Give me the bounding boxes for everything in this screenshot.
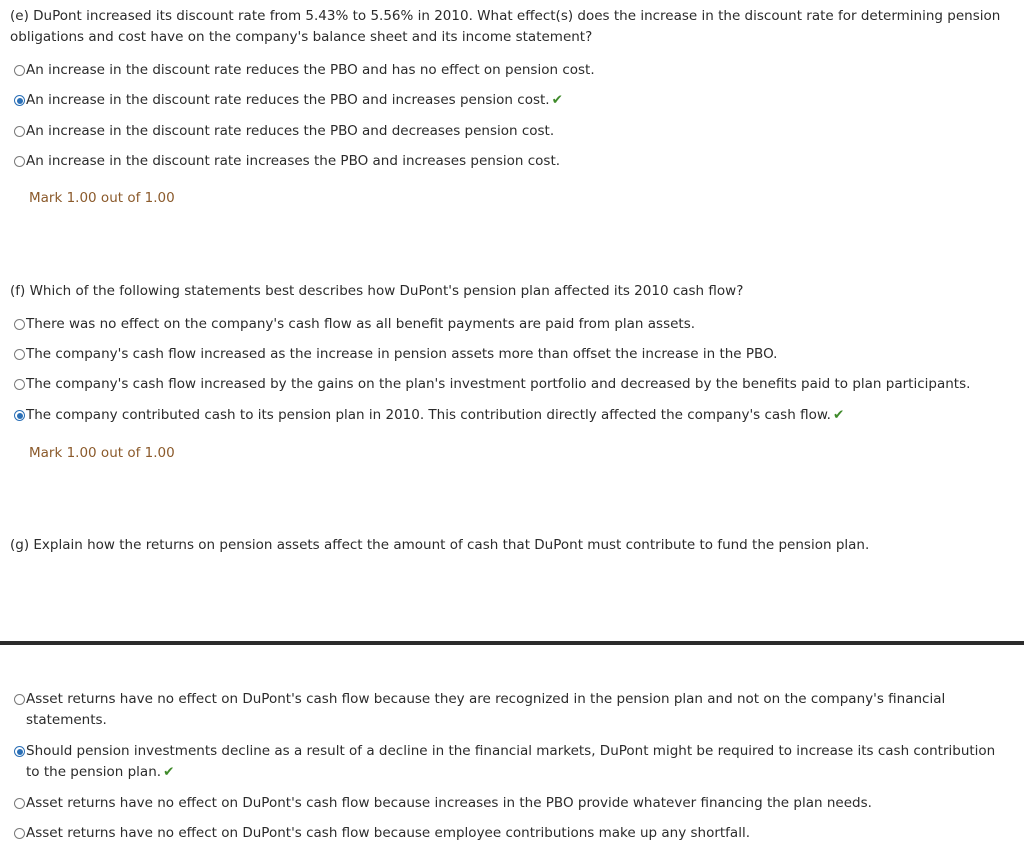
- radio-button-icon[interactable]: [14, 65, 25, 76]
- question-e: (e) DuPont increased its discount rate from 5.43% to 5.56% in 2010. What effect(s) does the increase in the discount rate for determining pension obligations and cost have on the company's balance sheet and its income statement?: [10, 8, 1001, 45]
- radio-button-icon[interactable]: [14, 95, 25, 106]
- option-g-3[interactable]: [14, 793, 1010, 814]
- section-divider: [0, 641, 1024, 645]
- mark-f: Mark 1.00 out of 1.00: [29, 445, 175, 461]
- option-e-4[interactable]: [14, 151, 1010, 172]
- option-label: The company's cash flow increased by the gains on the plan's investment portfolio and decreased by the benefits paid to plan participants.: [26, 376, 971, 392]
- question-f: (f) Which of the following statements best describes how DuPont's pension plan affected its 2010 cash flow?: [10, 283, 744, 299]
- option-e-1[interactable]: [14, 60, 1010, 81]
- option-e-2[interactable]: [14, 90, 1010, 111]
- radio-button-icon[interactable]: [14, 126, 25, 137]
- option-label: An increase in the discount rate reduces the PBO and has no effect on pension cost.: [26, 62, 595, 78]
- option-g-1[interactable]: [14, 689, 1010, 731]
- check-icon: ✔: [551, 92, 563, 108]
- radio-button-icon[interactable]: [14, 379, 25, 390]
- option-f-4[interactable]: [14, 405, 1010, 426]
- mark-e: Mark 1.00 out of 1.00: [29, 190, 175, 206]
- option-g-4[interactable]: [14, 823, 1010, 844]
- radio-button-icon[interactable]: [14, 410, 25, 421]
- radio-button-icon[interactable]: [14, 746, 25, 757]
- option-e-3[interactable]: [14, 121, 1010, 142]
- option-f-2[interactable]: [14, 344, 1010, 365]
- check-icon: ✔: [832, 407, 845, 423]
- radio-button-icon[interactable]: [14, 156, 25, 167]
- option-label: An increase in the discount rate reduces the PBO and increases pension cost.: [26, 92, 550, 108]
- option-label: The company contributed cash to its pension plan in 2010. This contribution directly affected the company's cash flow.: [26, 407, 831, 423]
- radio-button-icon[interactable]: [14, 798, 25, 809]
- radio-button-icon[interactable]: [14, 694, 25, 705]
- check-icon: ✔: [163, 764, 175, 780]
- option-label: Asset returns have no effect on DuPont's cash flow because increases in the PBO provide whatever financing the plan needs.: [26, 795, 872, 811]
- question-g: (g) Explain how the returns on pension assets affect the amount of cash that DuPont must contribute to fund the pension plan.: [10, 537, 870, 553]
- option-label: The company's cash flow increased as the increase in pension assets more than offset the increase in the PBO.: [26, 346, 778, 362]
- option-g-2[interactable]: [14, 741, 1010, 783]
- radio-button-icon[interactable]: [14, 828, 25, 839]
- option-label: There was no effect on the company's cash flow as all benefit payments are paid from plan assets.: [26, 316, 696, 332]
- option-label: An increase in the discount rate increases the PBO and increases pension cost.: [26, 153, 561, 169]
- option-label: Asset returns have no effect on DuPont's cash flow because employee contributions make up any shortfall.: [26, 825, 750, 841]
- option-label: Asset returns have no effect on DuPont's cash flow because they are recognized in the pension plan and not on the company's financial statements.: [26, 691, 946, 728]
- radio-button-icon[interactable]: [14, 349, 25, 360]
- option-label: An increase in the discount rate reduces the PBO and decreases pension cost.: [26, 123, 555, 139]
- option-label: Should pension investments decline as a result of a decline in the financial markets, DuPont might be required to increase its cash contribution to the pension plan.: [26, 743, 996, 780]
- option-f-1[interactable]: [14, 314, 1010, 335]
- option-f-3[interactable]: [14, 374, 1010, 395]
- radio-button-icon[interactable]: [14, 319, 25, 330]
